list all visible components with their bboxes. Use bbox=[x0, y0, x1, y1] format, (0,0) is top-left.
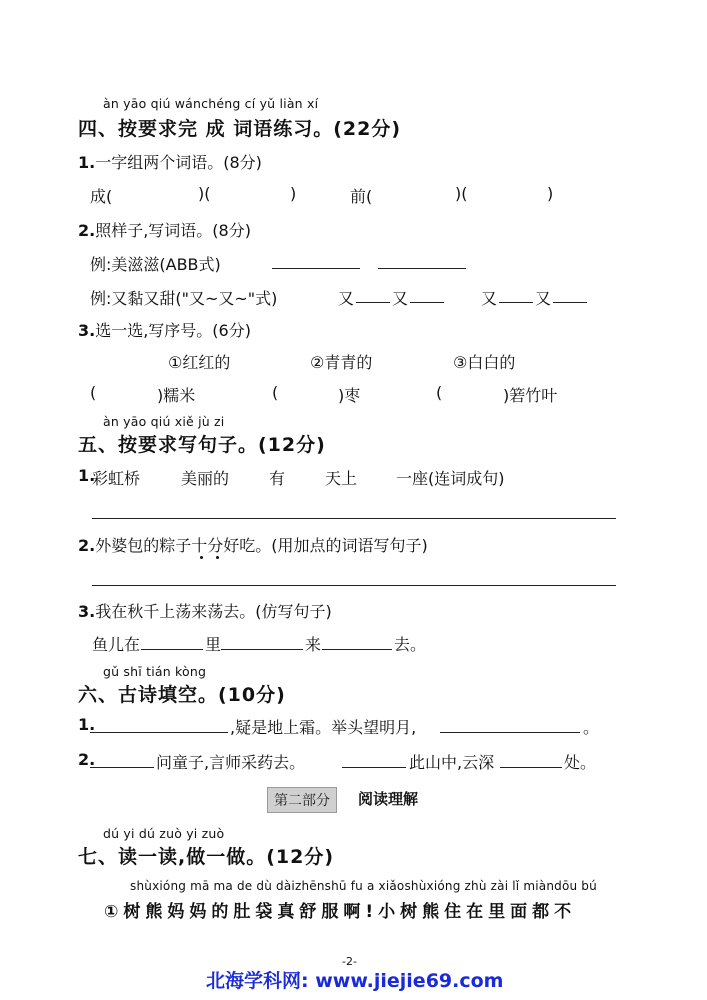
s5-q3-qu: 去。 bbox=[394, 635, 427, 654]
page-number: -2- bbox=[342, 955, 357, 968]
s6-q1-mid: ,疑是地上霜。举头望明月, bbox=[230, 718, 417, 737]
answer-line[interactable] bbox=[440, 732, 580, 733]
s4-q2-example2: 例:又黏又甜("又~又~"式) bbox=[90, 289, 278, 308]
s4-q1-close-b1: )( bbox=[455, 184, 468, 203]
answer-line[interactable] bbox=[141, 649, 203, 650]
you-char: 又 bbox=[392, 289, 409, 308]
section7-title: 七、读一读,做一做。(12分) bbox=[78, 846, 335, 868]
story-pinyin: shùxióng mā ma de dù dàizhēnshū fu a xiǎoshùxióng zhù zài lǐ miàndōu bú bbox=[130, 879, 597, 893]
answer-line[interactable] bbox=[90, 732, 228, 733]
answer-line[interactable] bbox=[322, 649, 392, 650]
q-number: 1. bbox=[78, 466, 96, 485]
you-char: 又 bbox=[338, 289, 355, 308]
s4-q2-example1: 例:美滋滋(ABB式) bbox=[90, 255, 221, 274]
q-text: 外婆包的粽子十分好吃。(用加点的词语写句子) bbox=[95, 536, 428, 555]
q-number: 3. bbox=[78, 602, 96, 621]
q-number: 2. bbox=[78, 536, 96, 555]
emphasis-dot bbox=[216, 556, 219, 559]
section7-pinyin: dú yi dú zuò yi zuò bbox=[103, 826, 225, 841]
s5-q3-li: 里 bbox=[205, 635, 222, 654]
answer-line[interactable] bbox=[342, 767, 406, 768]
answer-line[interactable] bbox=[378, 268, 466, 269]
s5-q3 bbox=[78, 599, 332, 622]
section4-title: 四、按要求完 成 词语练习。(22分) bbox=[78, 118, 402, 140]
section6-pinyin: gǔ shī tián kòng bbox=[103, 664, 207, 679]
q-number: 2. bbox=[78, 750, 96, 769]
answer-line[interactable] bbox=[499, 302, 533, 303]
q-number: 1. bbox=[78, 153, 96, 172]
you-char: 又 bbox=[535, 289, 552, 308]
s4-q1-close-b2: ) bbox=[547, 184, 554, 203]
answer-line[interactable] bbox=[500, 767, 562, 768]
q-number: 2. bbox=[78, 221, 96, 240]
s4-q3 bbox=[78, 318, 251, 341]
s4-q2 bbox=[78, 218, 251, 241]
emphasis-dot bbox=[200, 556, 203, 559]
answer-line[interactable] bbox=[410, 302, 444, 303]
s6-q2-c: 处。 bbox=[564, 753, 597, 772]
q-text: 选一选,写序号。(6分) bbox=[95, 321, 251, 340]
item-3: )箬竹叶 bbox=[503, 386, 558, 405]
s4-q1-char-b: 前( bbox=[350, 187, 373, 206]
story-text: ①树熊妈妈的肚袋真舒服啊!小树熊住在里面都不 bbox=[104, 902, 577, 922]
item-1: )糯米 bbox=[157, 386, 196, 405]
answer-line[interactable] bbox=[272, 268, 360, 269]
word-5: 一座(连词成句) bbox=[396, 469, 505, 488]
q-text: 照样子,写词语。(8分) bbox=[95, 221, 251, 240]
item-2: )枣 bbox=[338, 386, 361, 405]
footer-watermark[interactable]: 北海学科网: www.jiejie69.com bbox=[206, 970, 504, 992]
word-1: 彩虹桥 bbox=[92, 469, 141, 488]
paren-open: ( bbox=[90, 383, 97, 402]
s4-q1-char-a: 成( bbox=[90, 187, 113, 206]
s4-q1-close-a2: ) bbox=[290, 184, 297, 203]
section5-title: 五、按要求写句子。(12分) bbox=[78, 434, 326, 456]
s5-q2 bbox=[78, 533, 428, 556]
option-1: ①红红的 bbox=[168, 353, 231, 372]
paren-open: ( bbox=[436, 383, 443, 402]
q-number: 1. bbox=[78, 715, 96, 734]
word-4: 天上 bbox=[325, 469, 358, 488]
answer-line[interactable] bbox=[92, 585, 616, 586]
part2-title: 阅读理解 bbox=[358, 790, 419, 808]
section6-title: 六、古诗填空。(10分) bbox=[78, 684, 286, 706]
part2-badge: 第二部分 bbox=[267, 787, 337, 813]
answer-line[interactable] bbox=[221, 649, 303, 650]
s4-q1-close-a1: )( bbox=[198, 184, 211, 203]
answer-line[interactable] bbox=[553, 302, 587, 303]
q-text: 我在秋千上荡来荡去。(仿写句子) bbox=[95, 602, 332, 621]
s4-q1 bbox=[78, 150, 262, 173]
paren-open: ( bbox=[272, 383, 279, 402]
s6-q2-a: 问童子,言师采药去。 bbox=[156, 753, 306, 772]
s6-q1-end: 。 bbox=[583, 718, 600, 737]
section4-pinyin: àn yāo qiú wánchéng cí yǔ liàn xí bbox=[103, 96, 319, 111]
word-3: 有 bbox=[269, 469, 286, 488]
section5-pinyin: àn yāo qiú xiě jù zi bbox=[103, 414, 225, 429]
option-3: ③白白的 bbox=[453, 353, 516, 372]
s6-q2-b: 此山中,云深 bbox=[409, 753, 495, 772]
answer-line[interactable] bbox=[356, 302, 390, 303]
answer-line[interactable] bbox=[92, 518, 616, 519]
word-2: 美丽的 bbox=[181, 469, 230, 488]
s5-q3-lai: 来 bbox=[305, 635, 322, 654]
q-number: 3. bbox=[78, 321, 96, 340]
option-2: ②青青的 bbox=[310, 353, 373, 372]
answer-line[interactable] bbox=[90, 767, 154, 768]
s5-q3-prefix: 鱼儿在 bbox=[92, 635, 141, 654]
q-text: 一字组两个词语。(8分) bbox=[95, 153, 262, 172]
you-char: 又 bbox=[481, 289, 498, 308]
